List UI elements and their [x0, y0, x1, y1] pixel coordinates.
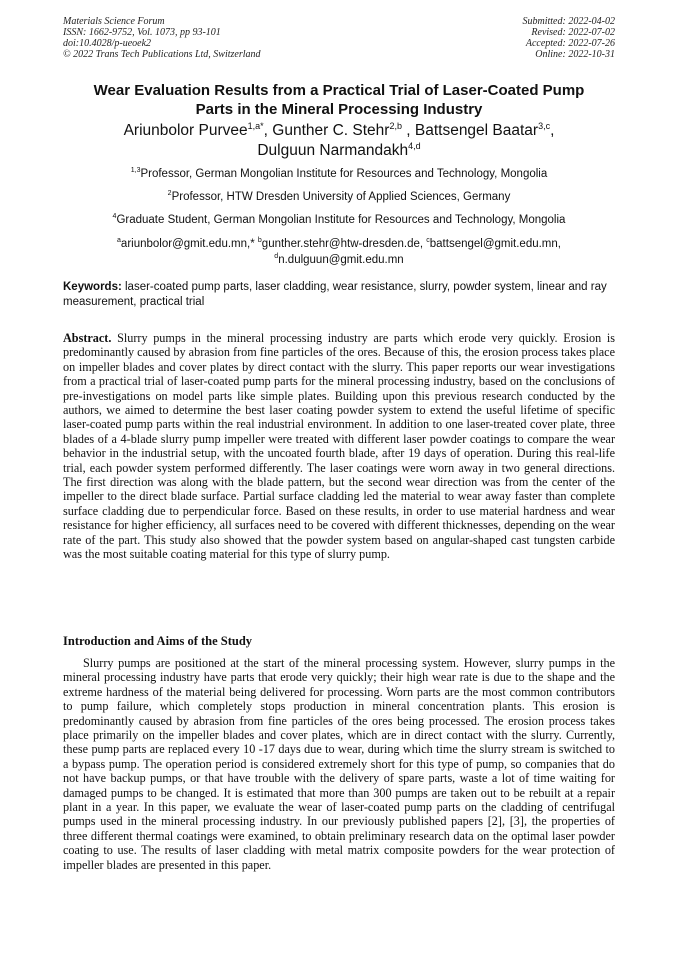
header-right	[523, 16, 616, 60]
affiliation-2	[63, 190, 615, 204]
paper-title	[63, 81, 615, 119]
affiliations	[63, 167, 615, 277]
author-3-tail: ,	[550, 122, 555, 139]
header-left	[63, 16, 261, 60]
affiliation-2-sup: 2	[167, 190, 172, 198]
author-3-name: , Battsengel Baatar	[401, 122, 539, 139]
email-d-sup: d	[274, 253, 279, 261]
author-4-name: Dulguun Narmandakh	[257, 142, 409, 159]
keywords-text: laser-coated pump parts, laser cladding, wear resistance, slurry, powder system, linear and ray measurement, practical trial	[63, 281, 607, 308]
email-list	[63, 236, 615, 268]
introduction-paragraph: Slurry pumps are positioned at the start of the mineral processing system. However, slurry pumps in the mineral processing industry have parts that erode very quickly; their high wear rate is due to the shape and the extreme hardness of the material being delivered for processing. Worn parts are the most common contributors to pump failure, which completely stops production in mineral concentration plants. This erosion is predominantly caused by abrasion from fine particles of the ores being processed. The erosion process takes place primarily on the impeller blades and cover plates, which are in direct contact with the slurry. Currently, these pump parts are replaced every 10 -17 days due to wear, during which time the slurry stream is switched to a bypass pump. The operation period is considered extremely short for this type of pump, so companies that do not have backup pumps, or that have trouble with the delivery of spare parts, waste a lot of time waiting for damaged pumps to be changed. It is estimated that more than 300 pumps are taken out to be rebuilt at a repair plant in a year. In this paper, we evaluate the wear of laser-coated pump parts on the cladding of centrifugal pumps used in the mineral processing industry. In our previously published papers [2], [3], the properties of three different thermal coatings were examined, to obtain preliminary research data on the optimal laser powder coating to use. The results of laser cladding with metal matrix composite powders for the wear protection of impeller blades are presented in this paper.	[63, 656, 615, 872]
title-line-2: Parts in the Mineral Processing Industry	[195, 101, 483, 118]
author-4-sup: 4,d	[408, 140, 421, 151]
authors-line-2	[63, 141, 615, 161]
doi-line[interactable]: doi:10.4028/p-ueoek2	[63, 38, 152, 49]
copyright-line: © 2022 Trans Tech Publications Ltd, Switzerland	[63, 49, 261, 60]
keywords-block	[63, 280, 615, 310]
submitted-date: Submitted: 2022-04-02	[522, 16, 615, 27]
email-a-sup: a	[117, 237, 121, 245]
email-d[interactable]: n.dulguun@gmit.edu.mn	[278, 254, 404, 266]
affiliation-4-text: Graduate Student, German Mongolian Institute for Resources and Technology, Mongolia	[116, 214, 566, 226]
email-a[interactable]: ariunbolor@gmit.edu.mn,*	[120, 238, 258, 250]
author-2-sup: 2,b	[389, 120, 402, 131]
affiliation-1	[63, 167, 615, 181]
affiliation-2-text: Professor, HTW Dresden University of Applied Sciences, Germany	[171, 191, 511, 203]
abstract-label: Abstract.	[63, 331, 112, 345]
affiliation-4-sup: 4	[112, 213, 117, 221]
author-list	[63, 121, 615, 161]
online-date: Online: 2022-10-31	[535, 49, 615, 60]
affiliation-1-sup: 1,3	[130, 167, 141, 175]
accepted-date: Accepted: 2022-07-26	[525, 38, 615, 49]
authors-line-1	[63, 121, 615, 141]
journal-name: Materials Science Forum	[63, 16, 165, 27]
keywords-label: Keywords:	[63, 281, 122, 293]
abstract-text: Slurry pumps in the mineral processing industry are parts which erode very quickly. Erosion is predominantly caused by abrasion from fine particles of the ores. Because of this, the erosion process takes place on impeller blades and cover plates by direct contact with the slurry. This paper reports our wear investigations from a practical trial of laser-coated pump parts for the mineral processing industry, based on the conclusions of pre-investigations on model parts like simple plates. Building upon this previous research conducted by the authors, we aimed to determine the best laser coating powder system to extend the useful lifetime of specific laser-coated pump parts within the real industrial environment. In addition to one laser-treated cover plate, three blades of a 4-blade slurry pump impeller were treated with different laser powder coatings to compare the wear behavior in the industrial setup, with the uncoated fourth blade, after 19 days of operation. During this real-life trial, each powder system performed differently. The laser coatings were worn away in two general directions. The first direction was along with the blade pattern, but the second wear direction was from the center of the impeller to the direct blade surface. Partial surface cladding led the material to wear away faster than complete surface cladding due to perpendicular force. Based on these results, in order to use material hardness and wear resistance for higher efficiency, all surfaces need to be covered with different thicknesses, depending on the wear rate of the part. This study also showed that the powder system based on angular-shaped cast tungsten carbide was the most suitable coating material for this type of slurry pump.	[63, 331, 615, 562]
affiliation-4	[63, 213, 615, 227]
email-c-sup: c	[426, 237, 430, 245]
title-line-1: Wear Evaluation Results from a Practical Trial of Laser-Coated Pump	[93, 82, 585, 99]
affiliation-1-text: Professor, German Mongolian Institute for Resources and Technology, Mongolia	[140, 168, 548, 180]
email-c[interactable]: battsengel@gmit.edu.mn,	[429, 238, 561, 250]
email-b[interactable]: gunther.stehr@htw-dresden.de,	[261, 238, 427, 250]
author-2-name: , Gunther C. Stehr	[263, 122, 390, 139]
revised-date: Revised: 2022-07-02	[531, 27, 615, 38]
email-b-sup: b	[257, 237, 262, 245]
section-heading-introduction: Introduction and Aims of the Study	[63, 634, 253, 648]
author-1-sup: 1,a*	[247, 120, 264, 131]
abstract-paragraph	[63, 331, 615, 562]
author-3-sup: 3,c	[538, 120, 551, 131]
issn-line: ISSN: 1662-9752, Vol. 1073, pp 93-101	[63, 27, 221, 38]
author-1-name: Ariunbolor Purvee	[123, 122, 248, 139]
